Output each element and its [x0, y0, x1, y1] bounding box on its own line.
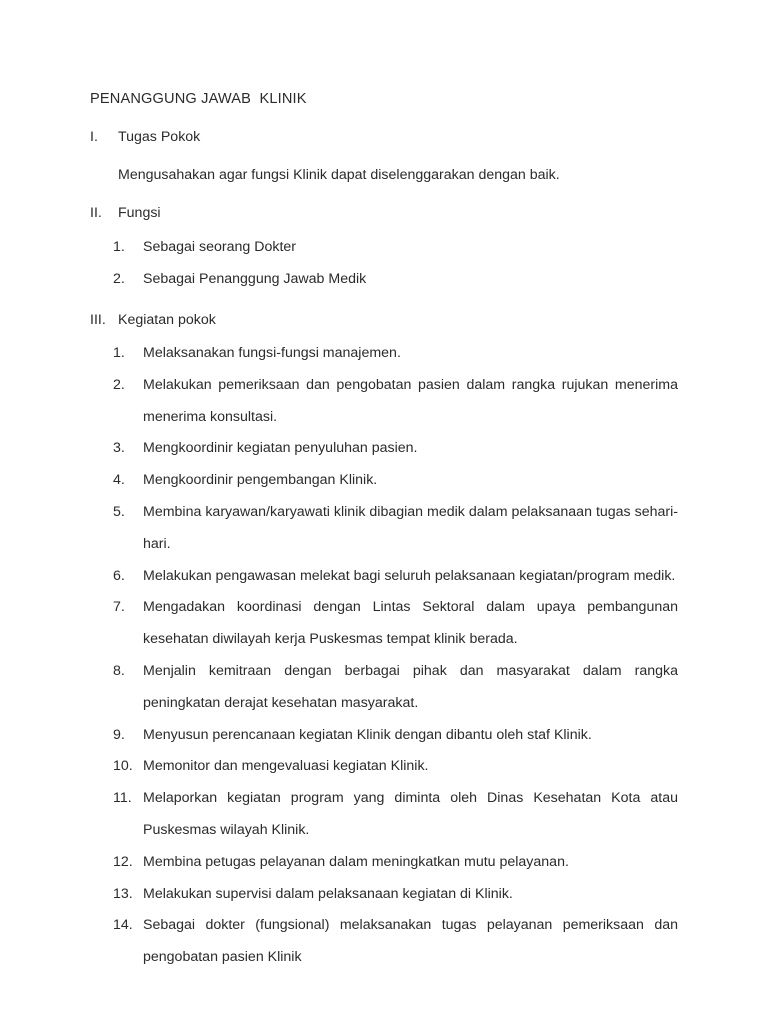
list-item — [113, 656, 678, 720]
list-item — [113, 720, 678, 752]
list-item-marker: 1. — [113, 345, 125, 361]
list-item-marker: 14. — [113, 917, 133, 934]
section-paragraph: Mengusahakan agar fungsi Klinik dapat diselenggarakan dengan baik. — [118, 167, 560, 183]
list-item-marker: 3. — [113, 440, 125, 457]
list-item-marker: 11. — [113, 790, 132, 807]
list-item — [113, 264, 678, 296]
list-item-text: Melaporkan kegiatan program yang diminta oleh Dinas Kesehatan Kota atau Puskesmas wilayah Klinik. — [143, 790, 678, 838]
kegiatan-pokok-list — [113, 338, 678, 974]
list-item-marker: 9. — [113, 726, 125, 743]
list-item — [113, 592, 678, 656]
list-item-text: Melakukan supervisi dalam pelaksanaan kegiatan di Klinik. — [143, 885, 513, 902]
list-item-text: Sebagai seorang Dokter — [143, 239, 297, 255]
section-fungsi — [90, 205, 690, 221]
list-item — [113, 751, 678, 783]
list-item-text: Menyusun perencanaan kegiatan Klinik dengan dibantu oleh staf Klinik. — [143, 726, 592, 743]
list-item-marker: 1. — [113, 239, 125, 255]
list-item-text: Sebagai dokter (fungsional) melaksanakan tugas pelayanan pemeriksaan dan pengobatan pasien Klinik — [143, 917, 678, 966]
section-title: Fungsi — [118, 205, 161, 221]
list-item-marker: 6. — [113, 567, 125, 584]
section-tugas-pokok — [90, 129, 690, 145]
list-item-text: Membina karyawan/karyawati klinik dibagian medik dalam pelaksanaan tugas sehari-hari. — [143, 503, 678, 552]
list-item — [113, 847, 678, 879]
list-item-text: Sebagai Penanggung Jawab Medik — [143, 270, 367, 287]
list-item-marker: 5. — [113, 503, 125, 520]
list-item-marker: 12. — [113, 853, 133, 870]
list-item-text: Melakukan pengawasan melekat bagi seluruh pelaksanaan kegiatan/program medik. — [143, 567, 676, 584]
list-item — [113, 910, 678, 974]
list-item — [113, 465, 678, 497]
list-item — [113, 783, 678, 847]
list-item-marker: 13. — [113, 885, 133, 902]
list-item-text: Mengadakan koordinasi dengan Lintas Sektoral dalam upaya pembangunan kesehatan diwilayah kerja Puskesmas tempat klinik berada. — [143, 599, 678, 648]
list-item-text: Mengkoordinir pengembangan Klinik. — [143, 472, 378, 489]
list-item-text: Membina petugas pelayanan dalam meningkatkan mutu pelayanan. — [143, 853, 569, 870]
section-heading — [90, 312, 690, 328]
section-marker: II. — [90, 205, 102, 221]
list-item — [113, 232, 678, 264]
section-marker: I. — [90, 129, 98, 145]
list-item — [113, 561, 678, 593]
list-item-marker: 4. — [113, 472, 125, 489]
list-item — [113, 370, 678, 434]
section-title: Tugas Pokok — [118, 129, 201, 145]
list-item — [113, 497, 678, 561]
list-item-text: Memonitor dan mengevaluasi kegiatan Klinik. — [143, 758, 429, 775]
section-heading — [90, 205, 690, 221]
list-item-text: Mengkoordinir kegiatan penyuluhan pasien. — [143, 440, 418, 457]
page-title: PENANGGUNG JAWAB KLINIK — [90, 91, 307, 107]
list-item-marker: 2. — [113, 270, 125, 287]
list-item-text: Melakukan pemeriksaan dan pengobatan pasien dalam rangka rujukan menerima menerima konsultasi. — [143, 376, 678, 425]
list-item — [113, 879, 678, 911]
list-item — [113, 338, 678, 370]
section-title: Kegiatan pokok — [118, 312, 216, 328]
section-heading — [90, 129, 690, 145]
fungsi-list — [113, 232, 678, 296]
section-marker: III. — [90, 312, 106, 328]
list-item-marker: 7. — [113, 599, 125, 616]
list-item-marker: 2. — [113, 376, 125, 393]
list-item-marker: 8. — [113, 662, 125, 679]
list-item-text: Menjalin kemitraan dengan berbagai pihak dan masyarakat dalam rangka peningkatan derajat kesehatan masyarakat. — [143, 662, 678, 711]
list-item — [113, 433, 678, 465]
list-item-text: Melaksanakan fungsi-fungsi manajemen. — [143, 345, 401, 361]
list-item-marker: 10. — [113, 758, 133, 775]
section-kegiatan-pokok — [90, 312, 690, 328]
